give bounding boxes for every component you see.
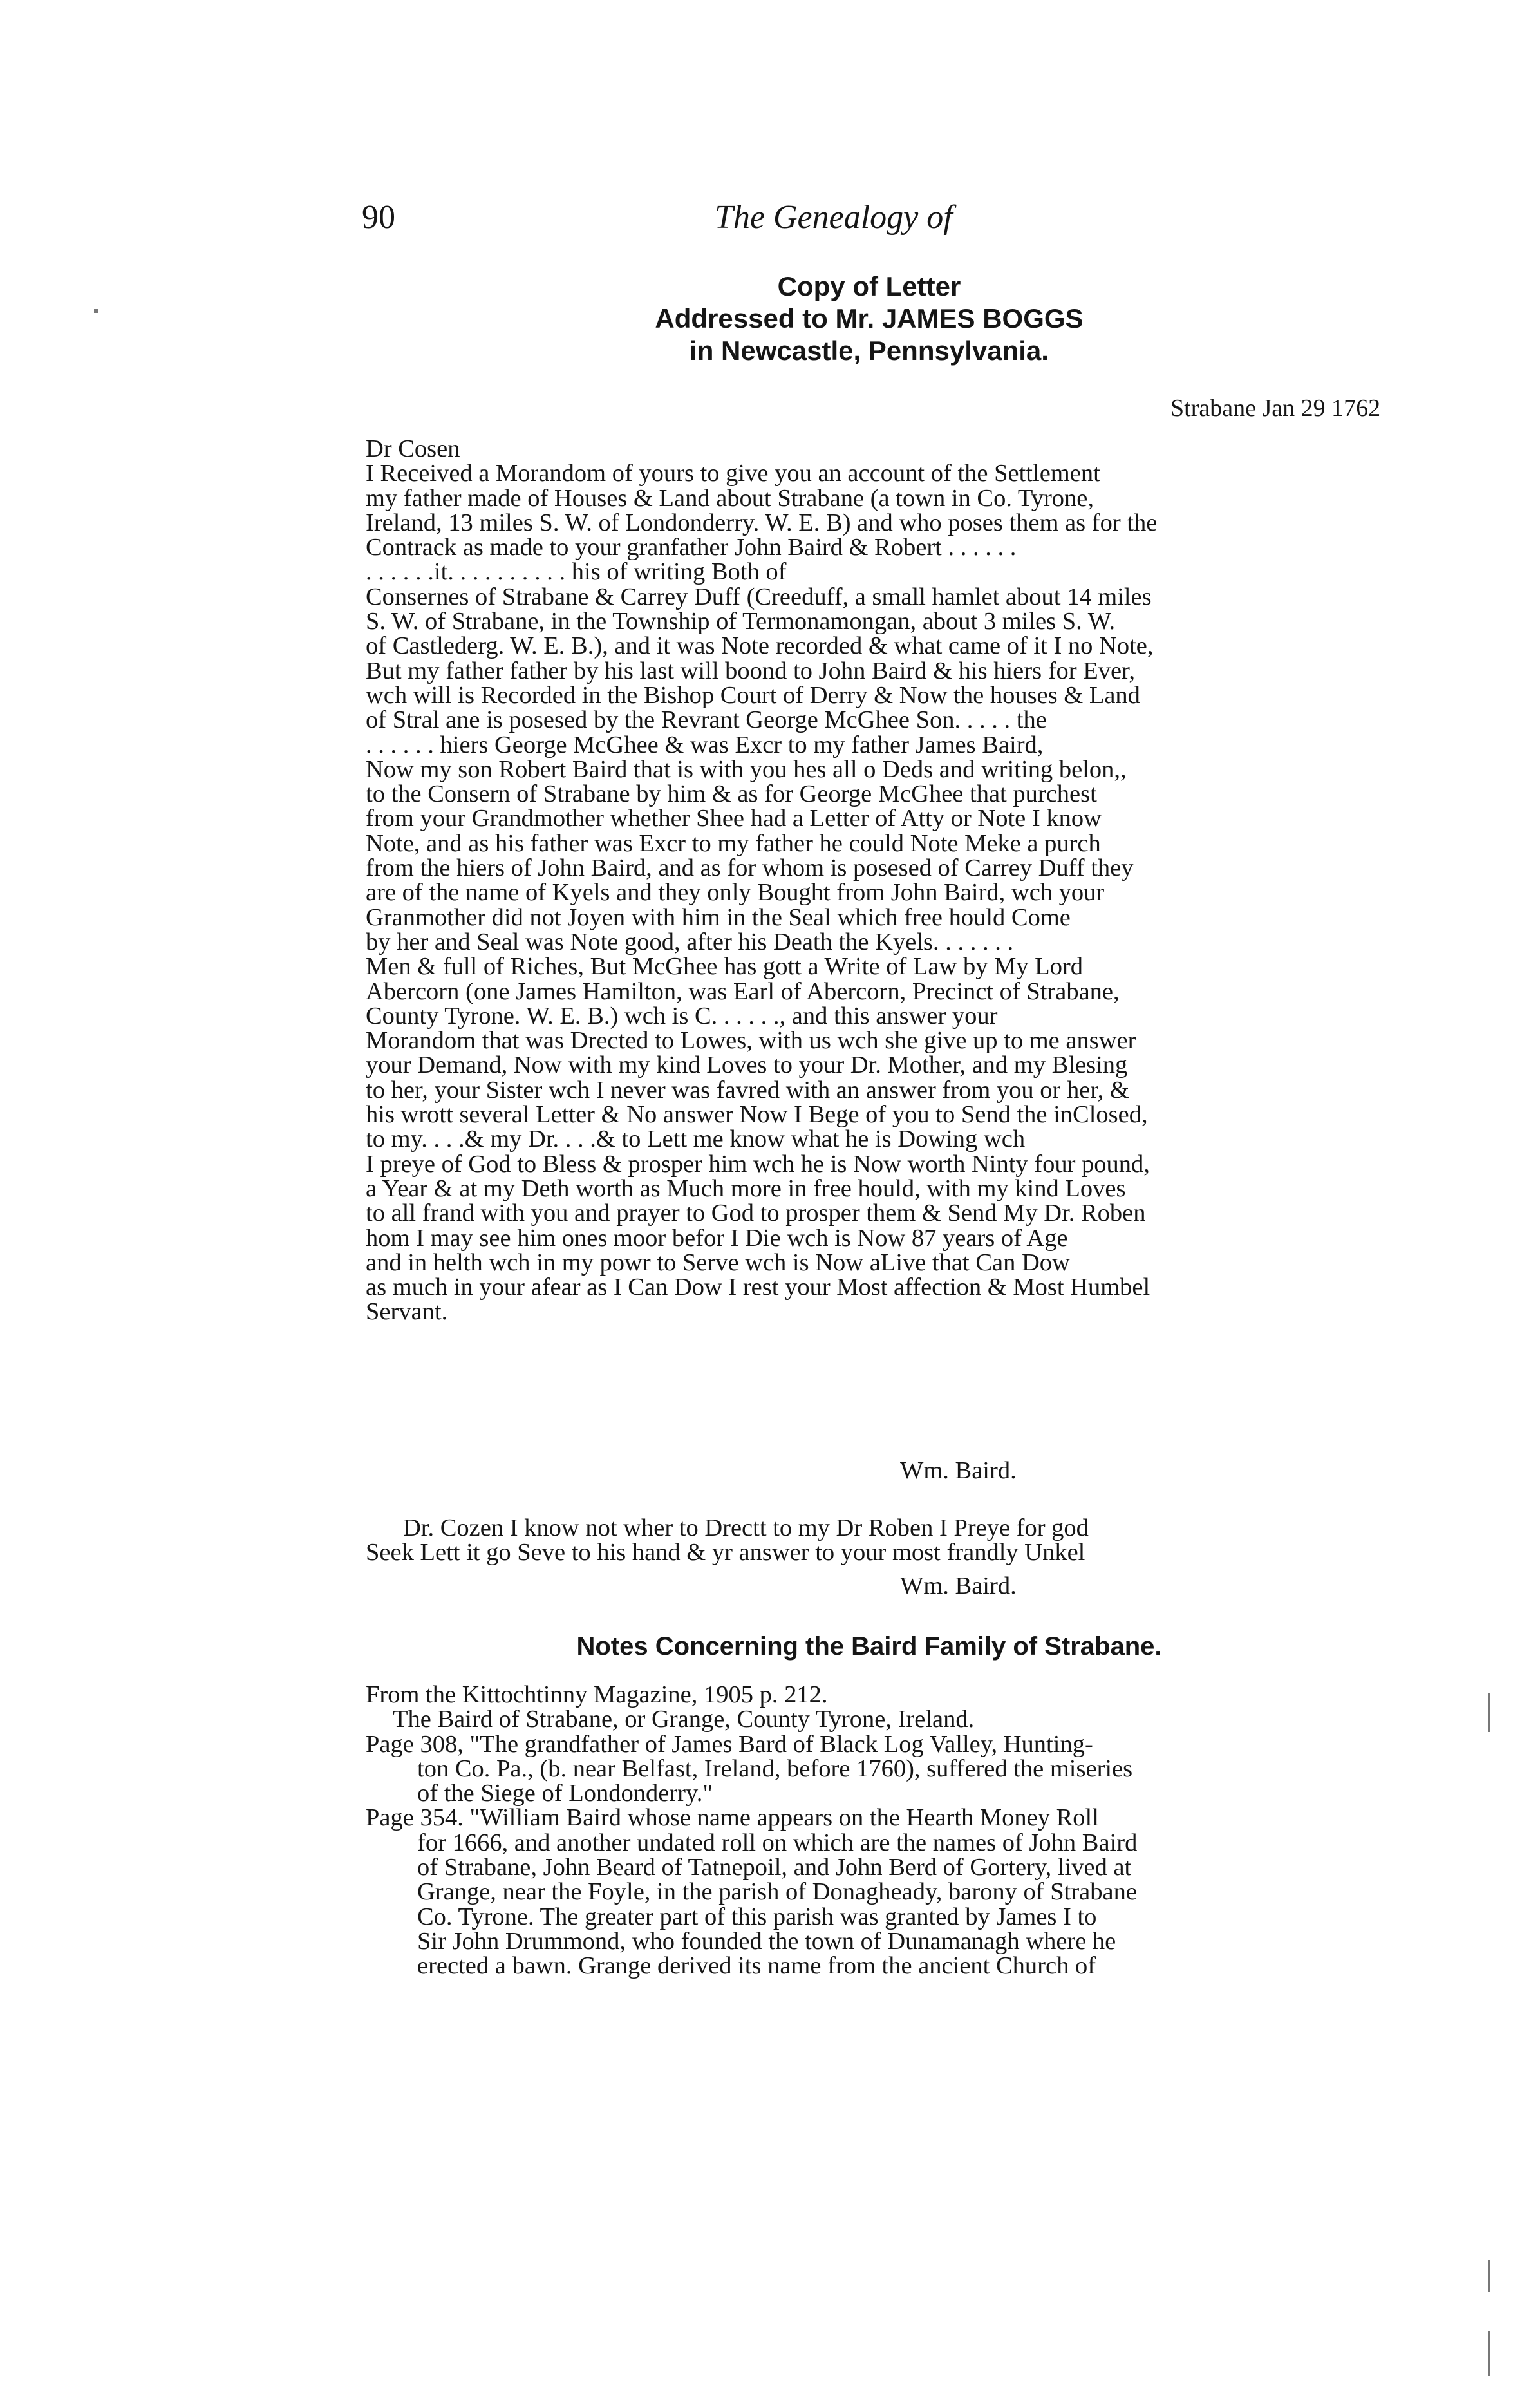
notes-line: for 1666, and another undated roll on which are the names of John Baird (417, 1829, 1138, 1856)
letter-line: Now my son Robert Baird that is with you hes all o Deds and writing belon,, (366, 755, 1127, 783)
notes-line: ton Co. Pa., (b. near Belfast, Ireland, before 1760), suffered the miseries (417, 1755, 1133, 1782)
letter-line: S. W. of Strabane, in the Township of Termonamongan, about 3 miles S. W. (366, 608, 1116, 636)
notes-line: Page 354. "William Baird whose name appears on the Hearth Money Roll (366, 1804, 1099, 1832)
letter-line: I preye of God to Bless & prosper him wch he is Now worth Ninty four pound, (366, 1150, 1150, 1178)
letter-line: But my father father by his last will boond to John Baird & his hiers for Ever, (366, 657, 1135, 684)
salutation: Dr Cosen (366, 435, 460, 462)
page-number: 90 (362, 199, 395, 236)
letter-line: are of the name of Kyels and they only Bought from John Baird, wch your (366, 879, 1105, 907)
letter-line: hom I may see him ones moor befor I Die wch is Now 87 years of Age (366, 1224, 1068, 1252)
notes-line: erected a bawn. Grange derived its name from the ancient Church of (417, 1952, 1096, 1980)
letter-line: Consernes of Strabane & Carrey Duff (Creeduff, a small hamlet about 14 miles (366, 583, 1152, 610)
letter-heading (361, 270, 1378, 367)
signature: Wm. Baird. (900, 1457, 1017, 1484)
notes-line: Co. Tyrone. The greater part of this parish was granted by James I to (417, 1903, 1097, 1930)
letter-heading-line: Addressed to Mr. JAMES BOGGS (655, 303, 1084, 334)
letter-line: Contrack as made to your granfather John Baird & Robert . . . . . . (366, 534, 1017, 561)
letter-line: his wrott several Letter & No answer Now I Bege of you to Send the inClosed, (366, 1101, 1148, 1129)
notes-line: Grange, near the Foyle, in the parish of Donagheady, barony of Strabane (417, 1878, 1137, 1906)
letter-line: Men & full of Riches, But McGhee has gott a Write of Law by My Lord (366, 953, 1084, 981)
margin-scan-mark (94, 309, 98, 313)
letter-line: Servant. (366, 1298, 448, 1326)
postscript-line: Dr. Cozen I know not wher to Drectt to my Dr Roben I Preye for god (403, 1514, 1089, 1541)
notes-line: of Strabane, John Beard of Tatnepoil, and John Berd of Gortery, lived at (417, 1854, 1132, 1881)
letter-line: as much in your afear as I Can Dow I rest your Most affection & Most Humbel (366, 1274, 1150, 1301)
notes-body (366, 1682, 1389, 1979)
margin-scan-mark (1488, 2331, 1490, 2376)
letter-line: by her and Seal was Note good, after his Death the Kyels. . . . . . . (366, 928, 1014, 956)
letter-line: to all frand with you and prayer to God to prosper them & Send My Dr. Roben (366, 1200, 1146, 1227)
margin-scan-mark (1488, 1693, 1490, 1732)
letter-line: Ireland, 13 miles S. W. of Londonderry. W. E. B) and who poses them as for the (366, 509, 1158, 536)
running-title: The Genealogy of (715, 199, 953, 236)
letter-line: of Castlederg. W. E. B.), and it was Note recorded & what came of it I no Note, (366, 632, 1154, 660)
letter-line: and in helth wch in my powr to Serve wch is Now aLive that Can Dow (366, 1248, 1070, 1276)
postscript-line: Seek Lett it go Seve to his hand & yr answer to your most frandly Unkel (366, 1539, 1085, 1567)
notes-heading: Notes Concerning the Baird Family of Strabane. (576, 1632, 1162, 1661)
letter-line: your Demand, Now with my kind Loves to your Dr. Mother, and my Blesing (366, 1051, 1128, 1079)
margin-scan-mark (1488, 2260, 1490, 2292)
dateline: Strabane Jan 29 1762 (1170, 395, 1381, 422)
letter-heading-line: Copy of Letter (777, 271, 961, 301)
letter-line: to her, your Sister wch I never was favred with an answer from you or her, & (366, 1076, 1129, 1104)
letter-line: . . . . . .it. . . . . . . . . . his of writing Both of (366, 558, 787, 586)
signature: Wm. Baird. (900, 1572, 1017, 1599)
letter-line: my father made of Houses & Land about Strabane (a town in Co. Tyrone, (366, 484, 1094, 512)
letter-line: I Received a Morandom of yours to give you an account of the Settlement (366, 460, 1100, 487)
postscript (366, 1516, 1387, 1565)
letter-line: . . . . . . hiers George McGhee & was Excr to my father James Baird, (366, 731, 1044, 758)
letter-heading-line: in Newcastle, Pennsylvania. (690, 335, 1049, 366)
letter-line: Abercorn (one James Hamilton, was Earl of Abercorn, Precinct of Strabane, (366, 977, 1120, 1005)
letter-line: to my. . . .& my Dr. . . .& to Lett me know what he is Dowing wch (366, 1126, 1026, 1153)
letter-line: Note, and as his father was Excr to my father he could Note Meke a purch (366, 829, 1101, 857)
letter-line: Granmother did not Joyen with him in the Seal which free hould Come (366, 903, 1071, 931)
letter-line: to the Consern of Strabane by him & as for George McGhee that purchest (366, 780, 1097, 808)
notes-line: From the Kittochtinny Magazine, 1905 p. 212. (366, 1681, 828, 1708)
letter-line: County Tyrone. W. E. B.) wch is C. . . . . ., and this answer your (366, 1002, 998, 1030)
notes-line: The Baird of Strabane, or Grange, County Tyrone, Ireland. (393, 1706, 975, 1733)
notes-line: of the Siege of Londonderry." (417, 1780, 713, 1807)
letter-line: Morandom that was Drected to Lowes, with us wch she give up to me answer (366, 1027, 1136, 1055)
letter-line: wch will is Recorded in the Bishop Court of Derry & Now the houses & Land (366, 681, 1140, 709)
letter-body (366, 437, 1387, 1324)
notes-line: Page 308, "The grandfather of James Bard of Black Log Valley, Hunting- (366, 1730, 1093, 1758)
letter-line: from the hiers of John Baird, and as for whom is posesed of Carrey Duff they (366, 854, 1134, 882)
letter-line: from your Grandmother whether Shee had a Letter of Atty or Note I know (366, 805, 1102, 833)
notes-line: Sir John Drummond, who founded the town of Dunamanagh where he (417, 1927, 1116, 1955)
letter-line: a Year & at my Deth worth as Much more in free hould, with my kind Loves (366, 1174, 1126, 1202)
letter-line: of Stral ane is posesed by the Revrant George McGhee Son. . . . . the (366, 706, 1047, 734)
